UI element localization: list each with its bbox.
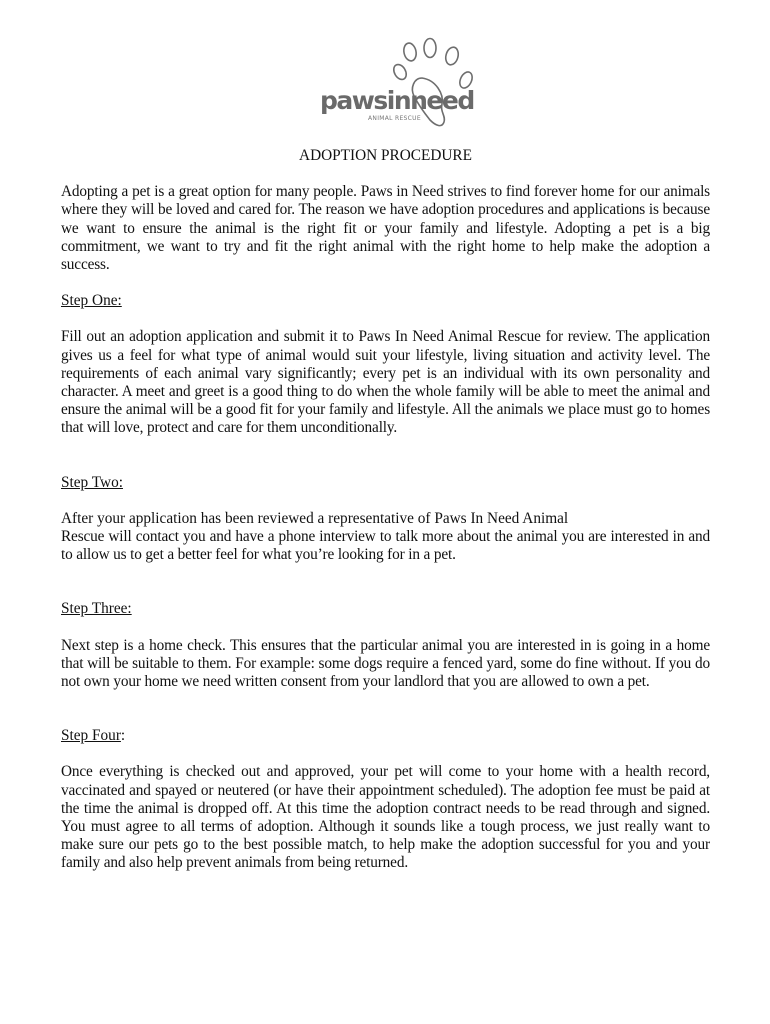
step-three-text: Next step is a home check. This ensures that the particular animal you are interested in is going in a home that will be suitable to them. For example: some dogs require a fenced yard, some do fine without. If you do not own your home we need written consent from your landlord that you are allowed to own a pet. xyxy=(61,636,710,691)
step-two-first-line: After your application has been reviewed a representative of Paws In Need Animal xyxy=(61,509,569,527)
step-one-heading: Step One: xyxy=(61,292,122,310)
document-body xyxy=(61,147,710,873)
step-two-heading: Step Two: xyxy=(61,473,123,491)
page-title: ADOPTION PROCEDURE xyxy=(299,147,472,164)
step-four-heading-label: Step Four xyxy=(61,727,121,745)
paws-in-need-logo xyxy=(318,36,478,132)
step-three-heading: Step Three: xyxy=(61,600,132,618)
logo-wordmark: pawsinneed xyxy=(320,86,474,115)
step-four-heading-colon: : xyxy=(120,727,126,745)
logo-subtitle: ANIMAL RESCUE xyxy=(368,115,421,122)
intro-paragraph: Adopting a pet is a great option for many people. Paws in Need strives to find forever home for our animals where they will be loved and cared for. The reason we have adoption procedures and applications is because we want to ensure the animal is the right fit or your family and lifestyle. Adopting a pet is a big commitment, we want to try and fit the right animal with the right home to help make the adoption a success. xyxy=(61,183,710,274)
step-four-text: Once everything is checked out and approved, your pet will come to your home with a health record, vaccinated and spayed or neutered (or have their appointment scheduled). The adoption fee must be paid at the time the animal is dropped off. At this time the adoption contract needs to be read through and signed. You must agree to all terms of adoption. Although it sounds like a tough process, we just really want to make sure our pets go to the best possible match, to help make the adoption successful for you and your family and also help prevent animals from being returned. xyxy=(61,763,710,872)
step-four-heading xyxy=(61,727,710,745)
step-two-text: Rescue will contact you and have a phone interview to talk more about the animal you are interested in and to allow us to get a better feel for what you’re looking for in a pet. xyxy=(61,528,710,564)
step-one-text: Fill out an adoption application and submit it to Paws In Need Animal Rescue for review. The application gives us a feel for what type of animal would suit your lifestyle, living situation and activity level. The requirements of each animal vary significantly; every pet is an individual with its own personality and character. A meet and greet is a good thing to do when the whole family will be able to meet the animal and ensure the animal will be a good fit for your family and lifestyle. All the animals we place must go to homes that will love, protect and care for them unconditionally. xyxy=(61,328,710,437)
